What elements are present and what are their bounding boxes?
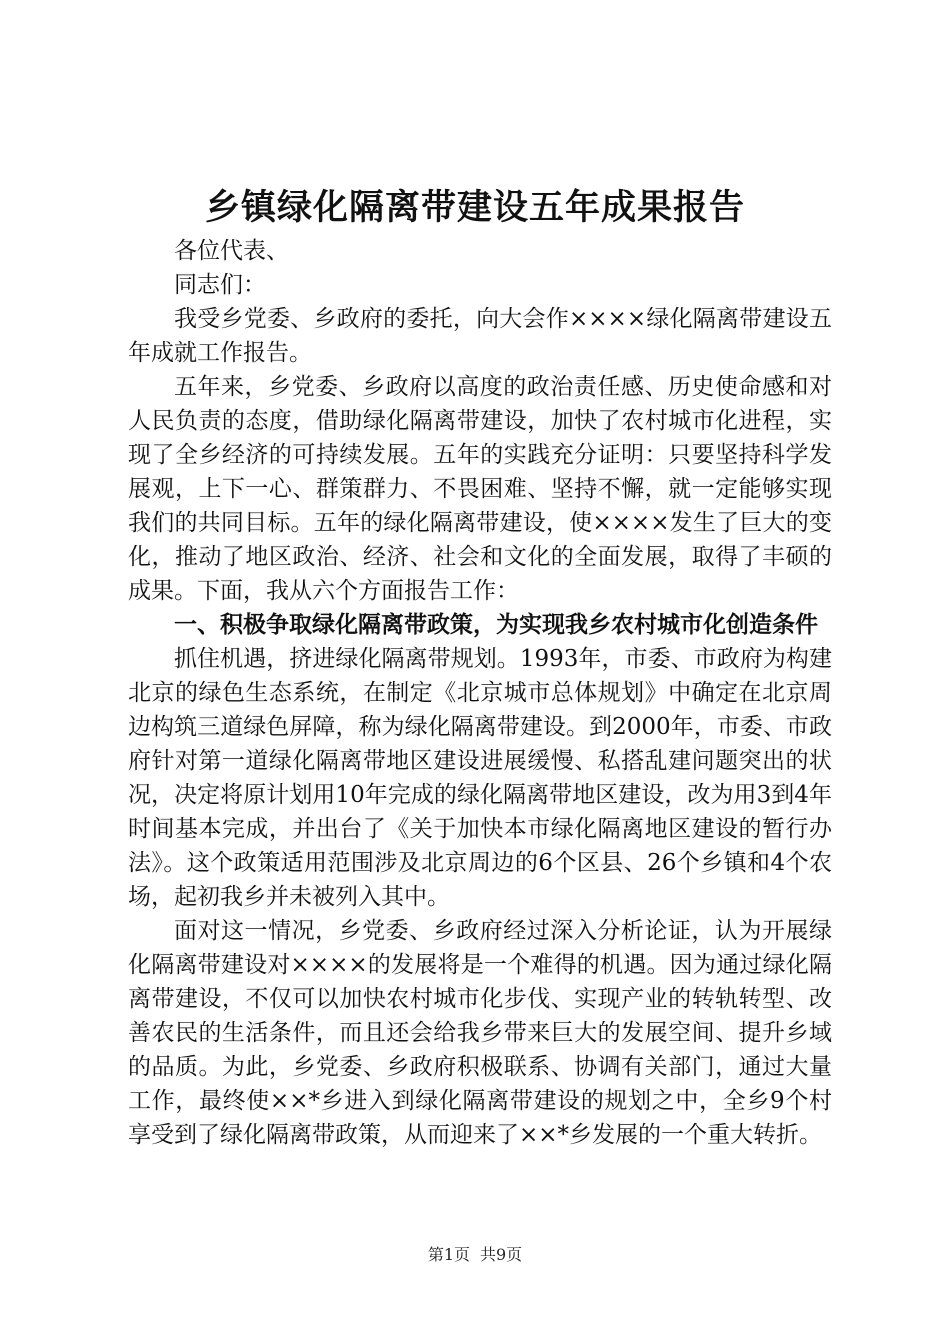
body-paragraph: 五年来，乡党委、乡政府以高度的政治责任感、历史使命感和对人民负责的态度，借助绿化隔离带建设，加快了农村城市化进程，实现了全乡经济的可持续发展。五年的实践充分证明：只要坚持科学发展观，上下一心、群策群力、不畏困难、坚持不懈，就一定能够实现我们的共同目标。五年的绿化隔离带建设，使××××发生了巨大的变化，推动了地区政治、经济、社会和文化的全面发展，取得了丰硕的成果。下面，我从六个方面报告工作： bbox=[128, 374, 832, 604]
document-title: 乡镇绿化隔离带建设五年成果报告 bbox=[204, 187, 745, 228]
document-body bbox=[128, 234, 832, 1152]
salutation-paragraph: 同志们： bbox=[174, 272, 266, 298]
body-paragraph: 抓住机遇，挤进绿化隔离带规划。1993年，市委、市政府为构建北京的绿色生态系统，在制定《北京城市总体规划》中确定在北京周边构筑三道绿色屏障，称为绿化隔离带建设。到2000年，市委、市政府针对第一道绿化隔离带地区建设进展缓慢、私搭乱建问题突出的状况，决定将原计划用10年完成的绿化隔离带地区建设，改为用3到4年时间基本完成，并出台了《关于加快本市绿化隔离地区建设的暂行办法》。这个政策适用范围涉及北京周边的6个区县、26个乡镇和4个农场，起初我乡并未被列入其中。 bbox=[128, 646, 832, 910]
page-footer bbox=[0, 1244, 950, 1266]
page-number: 第1页 bbox=[427, 1245, 470, 1264]
body-paragraph: 面对这一情况，乡党委、乡政府经过深入分析论证，认为开展绿化隔离带建设对××××的发展将是一个难得的机遇。因为通过绿化隔离带建设，不仅可以加快农村城市化步伐、实现产业的转轨转型、改善农民的生活条件，而且还会给我乡带来巨大的发展空间、提升乡域的品质。为此，乡党委、乡政府积极联系、协调有关部门，通过大量工作，最终使××*乡进入到绿化隔离带建设的规划之中，全乡9个村享受到了绿化隔离带政策，从而迎来了××*乡发展的一个重大转折。 bbox=[128, 918, 832, 1148]
page-total: 共9页 bbox=[480, 1245, 523, 1264]
section-heading: 一、积极争取绿化隔离带政策，为实现我乡农村城市化创造条件 bbox=[174, 611, 818, 638]
body-paragraph: 我受乡党委、乡政府的委托，向大会作××××绿化隔离带建设五年成就工作报告。 bbox=[128, 306, 832, 366]
salutation-paragraph: 各位代表、 bbox=[174, 238, 289, 264]
